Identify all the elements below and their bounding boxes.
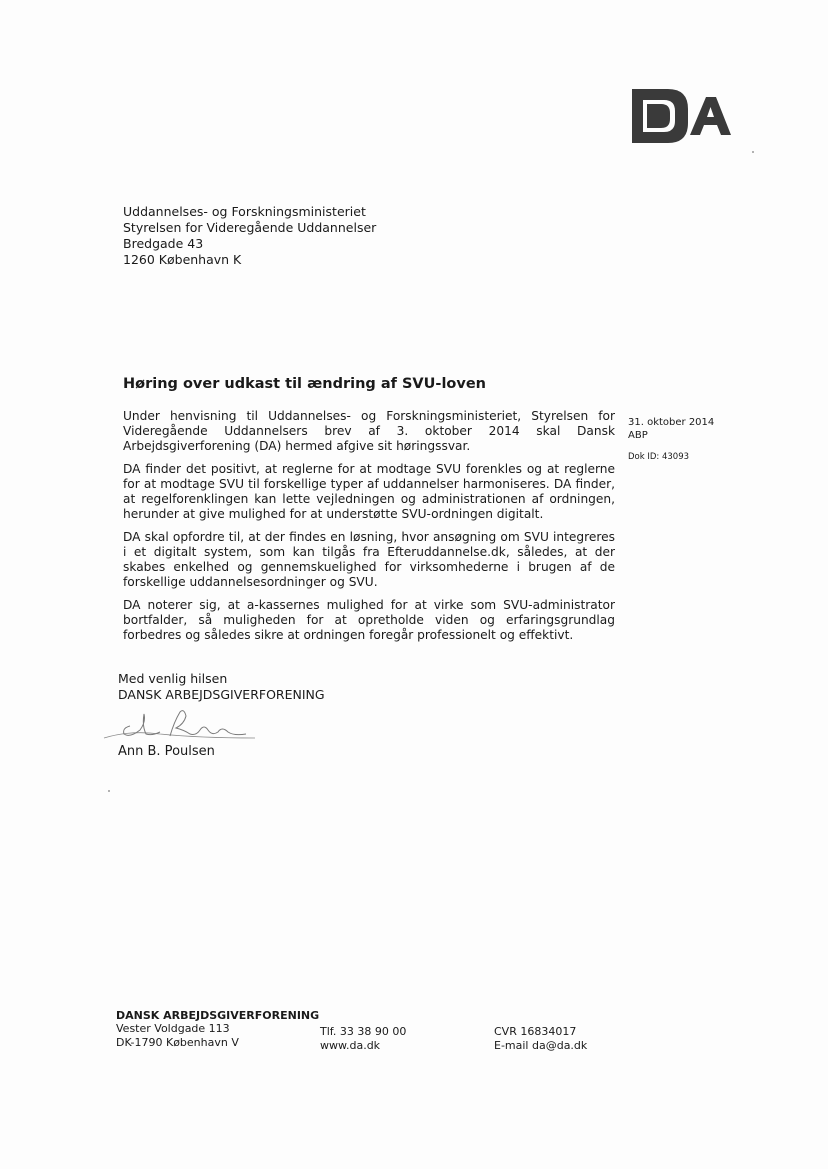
footer-address-line: Vester Voldgade 113: [116, 1022, 230, 1035]
letter-date: 31. oktober 2014: [628, 417, 715, 428]
closing-block: [118, 671, 325, 703]
footer-contact: [320, 1025, 406, 1053]
document-id: Dok ID: 43093: [628, 452, 690, 462]
letter-title: Høring over udkast til ændring af SVU-loven: [123, 376, 486, 392]
handwritten-signature: [100, 700, 270, 750]
recipient-address: [123, 204, 376, 268]
da-logo: [630, 87, 732, 145]
footer-cvr: CVR 16834017: [494, 1025, 577, 1038]
recipient-line: Styrelsen for Videregående Uddannelser: [123, 220, 377, 235]
footer-address: [116, 1022, 239, 1050]
body-paragraph: DA noterer sig, at a-kassernes mulighed for at virke som SVU-administrator bortfalder, så muligheden for at opretholde viden og erfaringsgrundlag forbedres og således sikre at ordningen foregår professionelt og effektivt.: [123, 598, 615, 642]
footer-email[interactable]: E-mail da@da.dk: [494, 1039, 588, 1052]
letter-body: [123, 409, 615, 651]
footer-organization: DANSK ARBEJDSGIVERFORENING: [116, 1009, 320, 1022]
footer-website[interactable]: www.da.dk: [320, 1039, 381, 1052]
letter-meta: [628, 416, 714, 464]
scan-speck: [108, 790, 110, 792]
body-paragraph: DA skal opfordre til, at der findes en løsning, hvor ansøgning om SVU integreres i et digitalt system, som kan tilgås fra Efteruddannelse.dk, således, at der skabes enkelhed og gennemskuelighed for virksomhederne i brugen af de forskellige uddannelsesordninger og SVU.: [123, 530, 615, 589]
body-paragraph: Under henvisning til Uddannelses- og Forskningsministeriet, Styrelsen for Videregående Uddannelsers brev af 3. oktober 2014 skal Dansk Arbejdsgiverforening (DA) hermed afgive sit høringssvar.: [123, 409, 615, 453]
closing-greeting: Med venlig hilsen: [118, 671, 228, 686]
scan-speck: [752, 151, 754, 153]
signer-name: Ann B. Poulsen: [118, 744, 215, 759]
footer-registration: [494, 1025, 587, 1053]
recipient-line: 1260 København K: [123, 252, 242, 267]
recipient-line: Bredgade 43: [123, 236, 204, 251]
footer-phone: Tlf. 33 38 90 00: [320, 1025, 407, 1038]
body-paragraph: DA finder det positivt, at reglerne for at modtage SVU forenkles og at reglerne for at modtage SVU til forskellige typer af uddannelser harmoniseres. DA finder, at regelforenklingen kan lette vejledningen og administrationen af ordningen, herunder at give mulighed for at understøtte SVU-ordningen digitalt.: [123, 462, 615, 521]
footer-address-line: DK-1790 København V: [116, 1036, 239, 1049]
letter-initials: ABP: [628, 430, 648, 441]
closing-organization: DANSK ARBEJDSGIVERFORENING: [118, 687, 325, 702]
recipient-line: Uddannelses- og Forskningsministeriet: [123, 204, 366, 219]
